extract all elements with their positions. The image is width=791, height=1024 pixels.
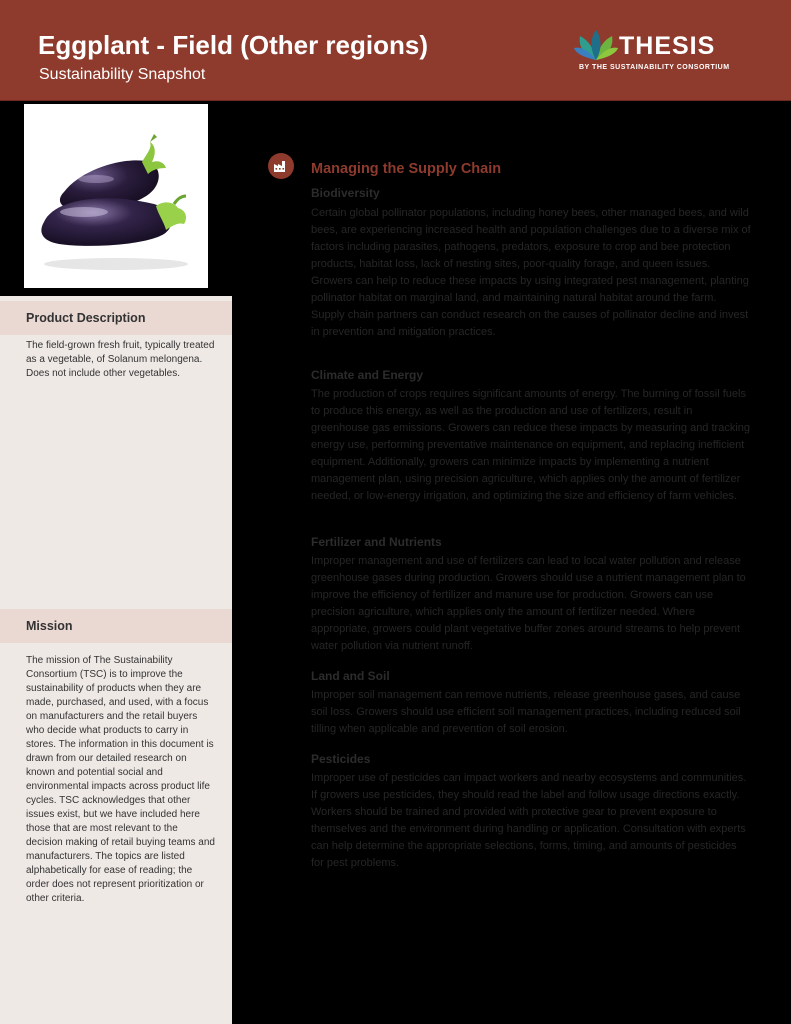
topic-heading-land-soil: Land and Soil: [311, 669, 390, 683]
topic-heading-climate-energy: Climate and Energy: [311, 368, 424, 382]
mission-heading: Mission: [26, 619, 73, 633]
header-banner: [0, 0, 791, 101]
topic-text-climate-energy: The production of crops requires significant amounts of energy. The burning of fossil fuels to produce this energy, as well as the production and use of fertilizers, result in greenhouse gas emissions. Growers can reduce these impacts by measuring and tracking energy use, performing preventative maintenance on equipment, and replacing inefficient equipment. Additionally, growers can minimize impacts by implementing a nutrient management plan, using precision agriculture, which applies only the amount of fertilizer needed, or low-energy irrigation, and optimizing the size and efficiency of farm vehicles.: [311, 388, 751, 502]
factory-icon: [268, 153, 294, 179]
topic-heading-fertilizer: Fertilizer and Nutrients: [311, 535, 442, 549]
topic-heading-pesticides: Pesticides: [311, 752, 371, 766]
page-title: Eggplant - Field (Other regions): [38, 30, 428, 60]
mission-heading-bar: [0, 609, 232, 643]
product-description-text: The field-grown fresh fruit, typically treated as a vegetable, of Solanum melongena. Does not include other vegetables.: [26, 340, 215, 379]
topic-text-fertilizer: Improper management and use of fertilizers can lead to local water pollution and release greenhouse gases during production. Growers should use a nutrient management plan to improve the efficiency of fertilizer and manure use for production. Growers can use precision agriculture, which applies only the amount of fertilizer needed. Where appropriate, growers could plant vegetative buffer zones around streams to help prevent water pollution via nutrient runoff.: [311, 555, 746, 652]
page-subtitle: Sustainability Snapshot: [39, 66, 206, 83]
product-description-heading: Product Description: [26, 311, 146, 325]
product-description-heading-bar: [0, 301, 232, 335]
thesis-logo: [574, 26, 746, 76]
section-title: Managing the Supply Chain: [311, 161, 502, 177]
topic-heading-biodiversity: Biodiversity: [311, 186, 380, 200]
mission-text: The mission of The Sustainability Consortium (TSC) is to improve the sustainability of products when they are made, purchased, and used, with a focus on manufacturers and the retail buyers who decide what products to carry in stores. The information in this document is drawn from our detailed research on known and potential social and environmental impacts across product life cycles. TSC acknowledges that other issues exist, but we have included here those that are most relevant to the decision making of retail buying teams and manufacturers. The topics are listed alphabetically for ease of reading; the order does not represent prioritization or other criteria.: [26, 655, 215, 904]
topic-text-pesticides: Improper use of pesticides can impact workers and nearby ecosystems and communities. If growers use pesticides, they should read the label and follow usage directions exactly. Workers should be trained and provided with protective gear to prevent exposure to themselves and the environment during handling or application. Consultation with experts can help determine the appropriate selections, forms, timing, and amounts of pesticides for pest problems.: [311, 772, 747, 869]
logo-tagline: BY THE SUSTAINABILITY CONSORTIUM: [579, 64, 730, 71]
eggplant-photo: [24, 104, 208, 288]
leaf-logo-icon: [574, 28, 618, 62]
logo-wordmark: THESIS: [619, 32, 716, 60]
topic-text-biodiversity: Certain global pollinator populations, including honey bees, other managed bees, and wild bees, are experiencing increased health and population challenges due to a diverse mix of factors including parasites, pathogens, predators, exposure to crop and bee protection products, habitat loss, lack of nesting sites, poor-quality forage, and queen issues. Growers can help to reduce these impacts by using integrated pest management, planting pollinator habitat on marginal land, and maintaining natural habitat around the farm. Supply chain partners can conduct research on the causes of pollinator decline and invest in prevention and mitigation practices.: [311, 207, 751, 338]
topic-text-land-soil: Improper soil management can remove nutrients, release greenhouse gases, and cause soil loss. Growers should use efficient soil management practices, including reduced soil tilling when applicable and prevention of soil erosion.: [311, 689, 741, 735]
